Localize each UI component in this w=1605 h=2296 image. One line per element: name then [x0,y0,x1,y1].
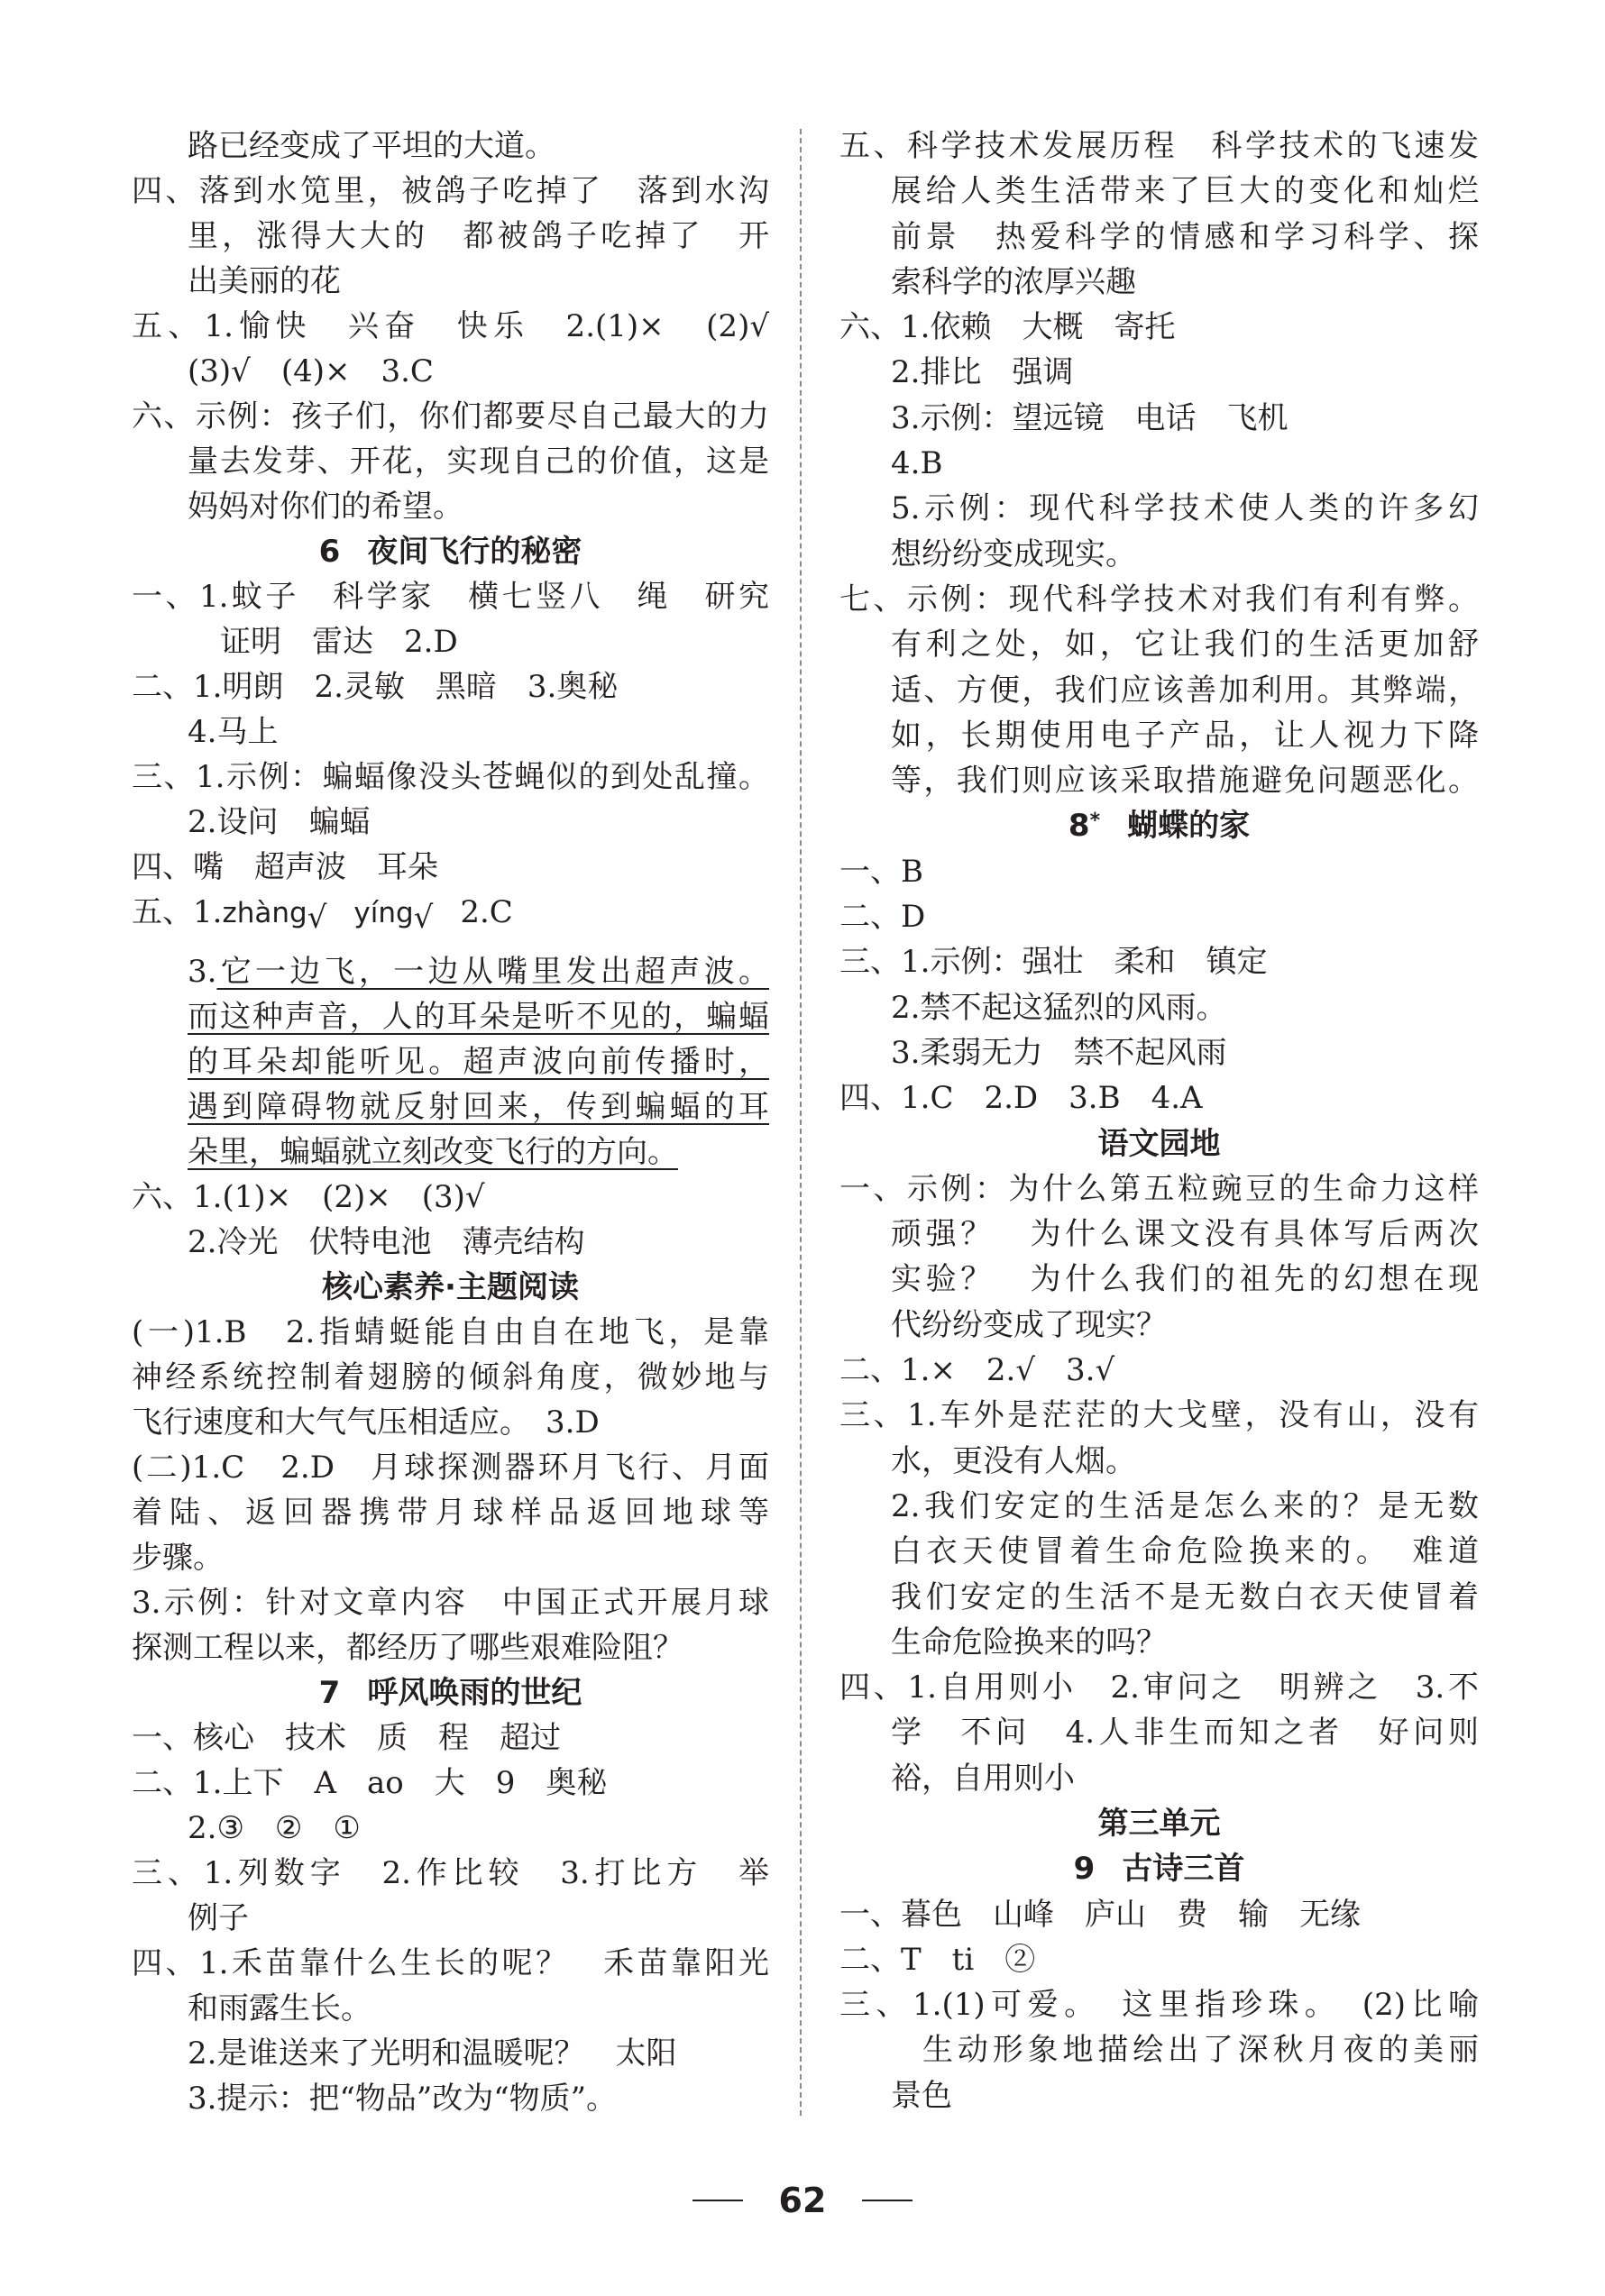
lesson-title: 蝴蝶的家 [1127,808,1251,845]
answer-line: 3.示例：针对文章内容 中国正式开展月球 [132,1585,769,1621]
answer-line: 前景 热爱科学的情感和学习科学、探 [891,218,1479,255]
lesson-7-heading [132,1670,769,1715]
lesson-number: 9 [1073,1851,1096,1888]
answer-line: 例子 [188,1900,249,1936]
answer-line: 飞行速度和大气气压相适应。 3.D [132,1404,600,1441]
answer-line: 三、1.示例：强壮 柔和 镇定 [839,944,1268,981]
answer-line: 探测工程以来，都经历了哪些艰难险阻？ [132,1630,683,1666]
answer-line: (二)1.C 2.D 月球探测器环月飞行、月面 [132,1450,769,1486]
answer-line: 五、1.愉快 兴奋 快乐 2.(1)× (2)√ [132,308,769,344]
unit-title: 第三单元 [1097,1805,1221,1842]
lesson-title: 呼风唤雨的世纪 [367,1675,582,1711]
answer-line: 白衣天使冒着生命危险换来的。 难道 [891,1533,1479,1570]
section-title: 核心素养·主题阅读 [322,1269,579,1305]
optional-lesson-mark: * [1089,810,1101,833]
answer-line: 4.B [891,445,943,482]
lesson-number: 8 [1068,808,1090,845]
answer-line: 三、1.车外是茫茫的大戈壁，没有山，没有 [839,1397,1479,1434]
answer-line: 三、1.示例：蝙蝠像没头苍蝇似的到处乱撞。 [132,759,769,795]
answer-line: 七、示例：现代科学技术对我们有利有弊。 [839,581,1479,617]
pinyin: yíng [353,897,414,929]
answer-line: 四、1.禾苗靠什么生长的呢？ 禾苗靠阳光 [132,1945,769,1981]
page-footer [0,2178,1605,2223]
lesson-number: 7 [318,1675,341,1711]
answer-line: 三、1.列数字 2.作比较 3.打比方 举 [132,1855,769,1891]
answer-line: 出美丽的花 [188,263,341,299]
underlined-sentence: 朵里，蝙蝠就立刻改变飞行的方向。 [188,1134,678,1170]
answer-line: 二、T ti ② [839,1941,1036,1978]
answer-line: 六、示例：孩子们，你们都要尽自己最大的力 [132,398,769,435]
answer-line: 二、1.× 2.√ 3.√ [839,1352,1115,1389]
underlined-sentence: 遇到障碍物就反射回来，传到蝙蝠的耳 [188,1089,769,1125]
answer-line: (3)√ (4)× 3.C [188,353,434,389]
answer-line: 六、1.(1)× (2)× (3)√ [132,1179,485,1215]
answer-line: 2.排比 强调 [891,354,1074,391]
answer-line: 展给人类生活带来了巨大的变化和灿烂 [891,173,1479,210]
right-column [839,123,1479,2118]
answer-line: 五、科学技术发展历程 科学技术的飞速发 [839,128,1479,164]
lesson-9-heading [839,1846,1479,1891]
lesson-6-heading [132,529,769,574]
pinyin: zhàng [222,897,307,929]
footer-dash-left [692,2200,743,2201]
answer-line [132,949,769,994]
check-mark-icon: √ [307,900,327,935]
answer-suffix: 2.C [460,894,513,930]
answer-line: 5.示例：现代科学技术使人类的许多幻 [891,490,1479,527]
answer-prefix: 3. [188,954,217,990]
answer-line: 适、方便，我们应该善加利用。其弊端， [891,672,1479,709]
check-mark-icon: √ [413,900,434,935]
chinese-garden-heading [839,1121,1479,1166]
answer-line: 景色 [891,2077,952,2114]
answer-line: 着陆、返回器携带月球样品返回地球等 [132,1495,769,1531]
answer-line: 步骤。 [132,1540,224,1576]
answer-line: 2.是谁送来了光明和温暖呢？ 太阳 [188,2035,677,2072]
answer-line: 四、1.自用则小 2.审问之 明辨之 3.不 [839,1669,1479,1706]
answer-line: 路已经变成了平坦的大道。 [188,128,555,164]
lesson-title: 古诗三首 [1122,1851,1245,1888]
answer-line: 裕，自用则小 [891,1760,1075,1797]
answer-line: 一、1.蚊子 科学家 横七竖八 绳 研究 [132,579,769,615]
answer-line: 一、暮色 山峰 庐山 费 输 无缘 [839,1896,1361,1933]
answer-line: 妈妈对你们的希望。 [188,489,463,525]
answer-line: 水，更没有人烟。 [891,1442,1136,1479]
answer-line: 四、嘴 超声波 耳朵 [132,849,438,885]
left-column [132,123,769,2121]
core-literacy-heading [132,1265,769,1310]
answer-line: 4.马上 [188,714,279,750]
answer-line: 2.设问 蝙蝠 [188,804,371,840]
answer-line: 量去发芽、开花，实现自己的价值，这是 [188,444,769,480]
answer-line: 2.我们安定的生活是怎么来的？是无数 [891,1487,1479,1524]
answer-line: 二、D [839,899,926,936]
lesson-8-heading [839,803,1479,848]
answer-line: 2.③ ② ① [188,1810,361,1846]
section-title: 语文园地 [1097,1125,1221,1162]
lesson-number: 6 [318,534,341,570]
underlined-sentence: 它一边飞，一边从嘴里发出超声波。 [216,954,769,990]
answer-line: 二、1.明朗 2.灵敏 黑暗 3.奥秘 [132,669,619,705]
underlined-sentence: 而这种声音，人的耳朵是听不见的，蝙蝠 [188,999,769,1035]
answer-line: 三、1.(1)可爱。 这里指珍珠。 (2)比喻 [839,1987,1479,2024]
answer-line: 顽强？ 为什么课文没有具体写后两次 [891,1216,1479,1253]
answer-line: 2.冷光 伏特电池 薄壳结构 [188,1224,585,1260]
answer-line: 四、1.C 2.D 3.B 4.A [839,1080,1203,1117]
answer-line: 有利之处，如，它让我们的生活更加舒 [891,627,1479,663]
answer-line: 等，我们则应该采取措施避免问题恶化。 [891,763,1479,800]
lesson-title: 夜间飞行的秘密 [367,534,582,570]
answer-line: 学 不问 4.人非生而知之者 好问则 [891,1715,1479,1752]
answer-line: 一、核心 技术 质 程 超过 [132,1720,561,1756]
answer-line: 想纷纷变成现实。 [891,535,1136,572]
answer-line: 如，长期使用电子产品，让人视力下降 [891,717,1479,754]
answer-line: 里，涨得大大的 都被鸽子吃掉了 开 [188,218,769,254]
answer-line: 二、1.上下 A ao 大 9 奥秘 [132,1765,608,1801]
answer-line: 和雨露生长。 [188,1990,371,2026]
answer-line: (一)1.B 2.指蜻蜓能自由自在地飞，是靠 [132,1314,769,1350]
page-number: 62 [778,2181,827,2220]
answer-line: 四、落到水笕里，被鸽子吃掉了 落到水沟 [132,173,769,209]
answer-line: 代纷纷变成了现实？ [891,1306,1167,1343]
answer-line: 2.禁不起这猛烈的风雨。 [891,989,1227,1026]
footer-dash-right [862,2200,913,2201]
answer-line: 3.示例：望远镜 电话 飞机 [891,399,1289,436]
answer-line: 我们安定的生活不是无数白衣天使冒着 [891,1578,1479,1615]
answer-line: 一、B [839,853,923,890]
answer-line: 六、1.依赖 大概 寄托 [839,309,1176,346]
answer-line-pinyin [132,890,769,935]
underlined-sentence: 的耳朵却能听见。超声波向前传播时， [188,1044,769,1080]
answer-prefix: 五、1. [132,894,223,930]
answer-line: 生命危险换来的吗？ [891,1624,1167,1660]
answer-line: 一、示例：为什么第五粒豌豆的生命力这样 [839,1170,1479,1207]
answer-line: 实验？ 为什么我们的祖先的幻想在现 [891,1261,1479,1298]
unit-3-heading [839,1801,1479,1846]
answer-line: 证明 雷达 2.D [220,624,458,660]
answer-line: 3.提示：把“物品”改为“物质”。 [188,2081,617,2117]
answer-line: 索科学的浓厚兴趣 [891,263,1136,300]
column-divider [800,129,802,2116]
answer-line: 3.柔弱无力 禁不起风雨 [891,1034,1227,1071]
answer-line: 生动形象地描绘出了深秋月夜的美丽 [922,2032,1479,2069]
answer-line: 神经系统控制着翅膀的倾斜角度，微妙地与 [132,1359,769,1395]
